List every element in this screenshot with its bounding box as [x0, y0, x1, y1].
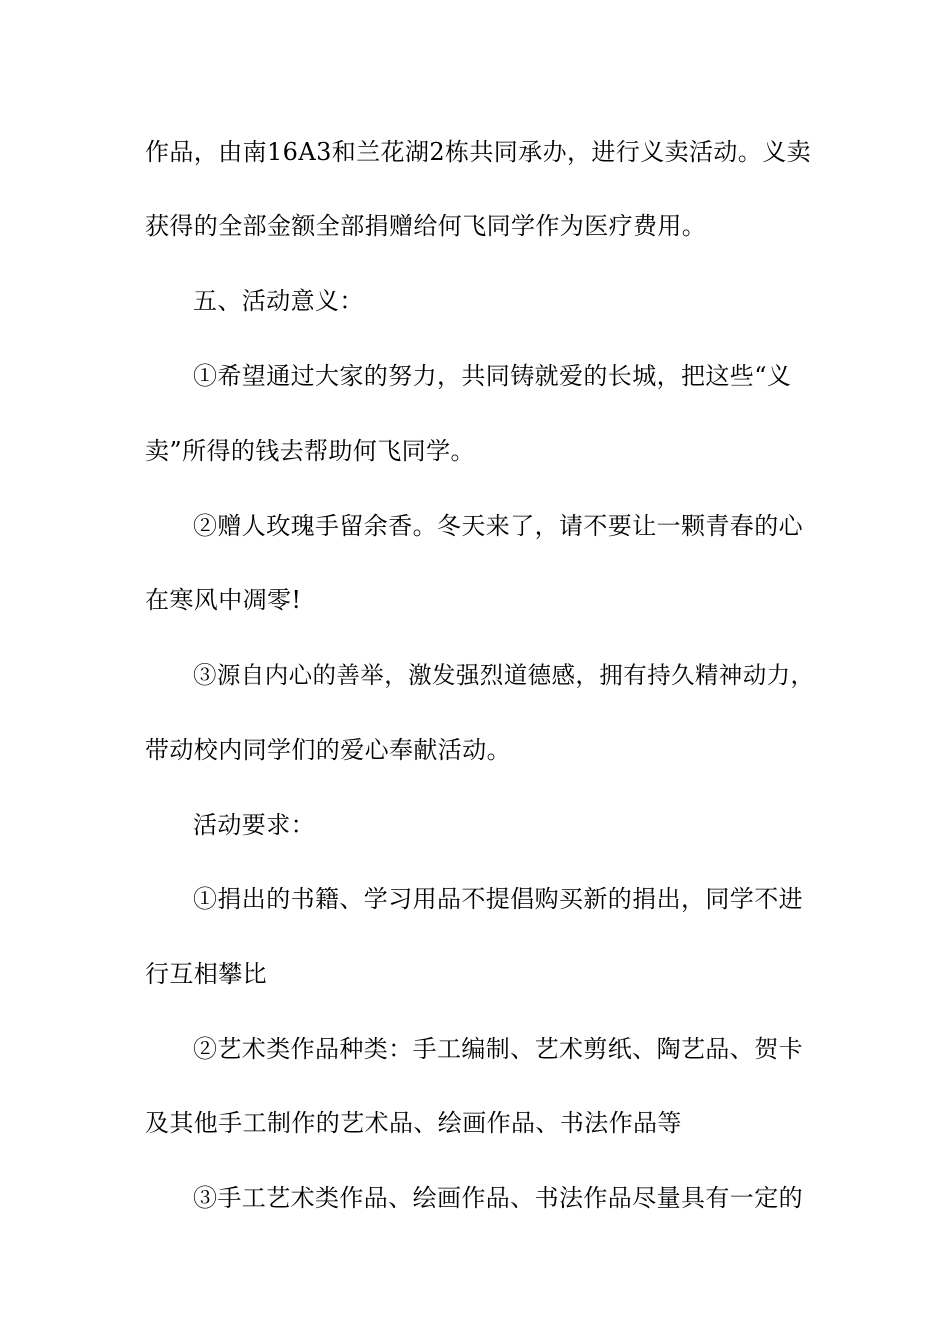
paragraph-line: ③手工艺术类作品、绘画作品、书法作品尽量具有一定的 — [193, 1184, 803, 1212]
paragraph-line: ③源自内心的善举，激发强烈道德感，拥有持久精神动力， — [193, 661, 815, 689]
paragraph-line: 作品，由南16A3和兰花湖2栋共同承办，进行义卖活动。义卖 — [145, 138, 812, 166]
paragraph-line: 获得的全部金额全部捐赠给何飞同学作为医疗费用。 — [145, 212, 707, 240]
section-heading: 活动要求： — [193, 811, 315, 839]
section-heading: 五、活动意义： — [193, 287, 364, 315]
paragraph-line: 行互相攀比 — [145, 960, 267, 988]
paragraph-line: 在寒风中凋零! — [145, 586, 302, 614]
paragraph-line: ②赠人玫瑰手留余香。冬天来了，请不要让一颗青春的心 — [193, 512, 803, 540]
paragraph-line: ①捐出的书籍、学习用品不提倡购买新的捐出，同学不进 — [193, 885, 803, 913]
paragraph-line: ①希望通过大家的努力，共同铸就爱的长城，把这些“义 — [193, 362, 792, 390]
paragraph-line: 带动校内同学们的爱心奉献活动。 — [145, 736, 511, 764]
paragraph-line: ②艺术类作品种类：手工编制、艺术剪纸、陶艺品、贺卡 — [193, 1035, 803, 1063]
paragraph-line: 卖”所得的钱去帮助何飞同学。 — [145, 437, 475, 465]
paragraph-line: 及其他手工制作的艺术品、绘画作品、书法作品等 — [145, 1109, 682, 1137]
